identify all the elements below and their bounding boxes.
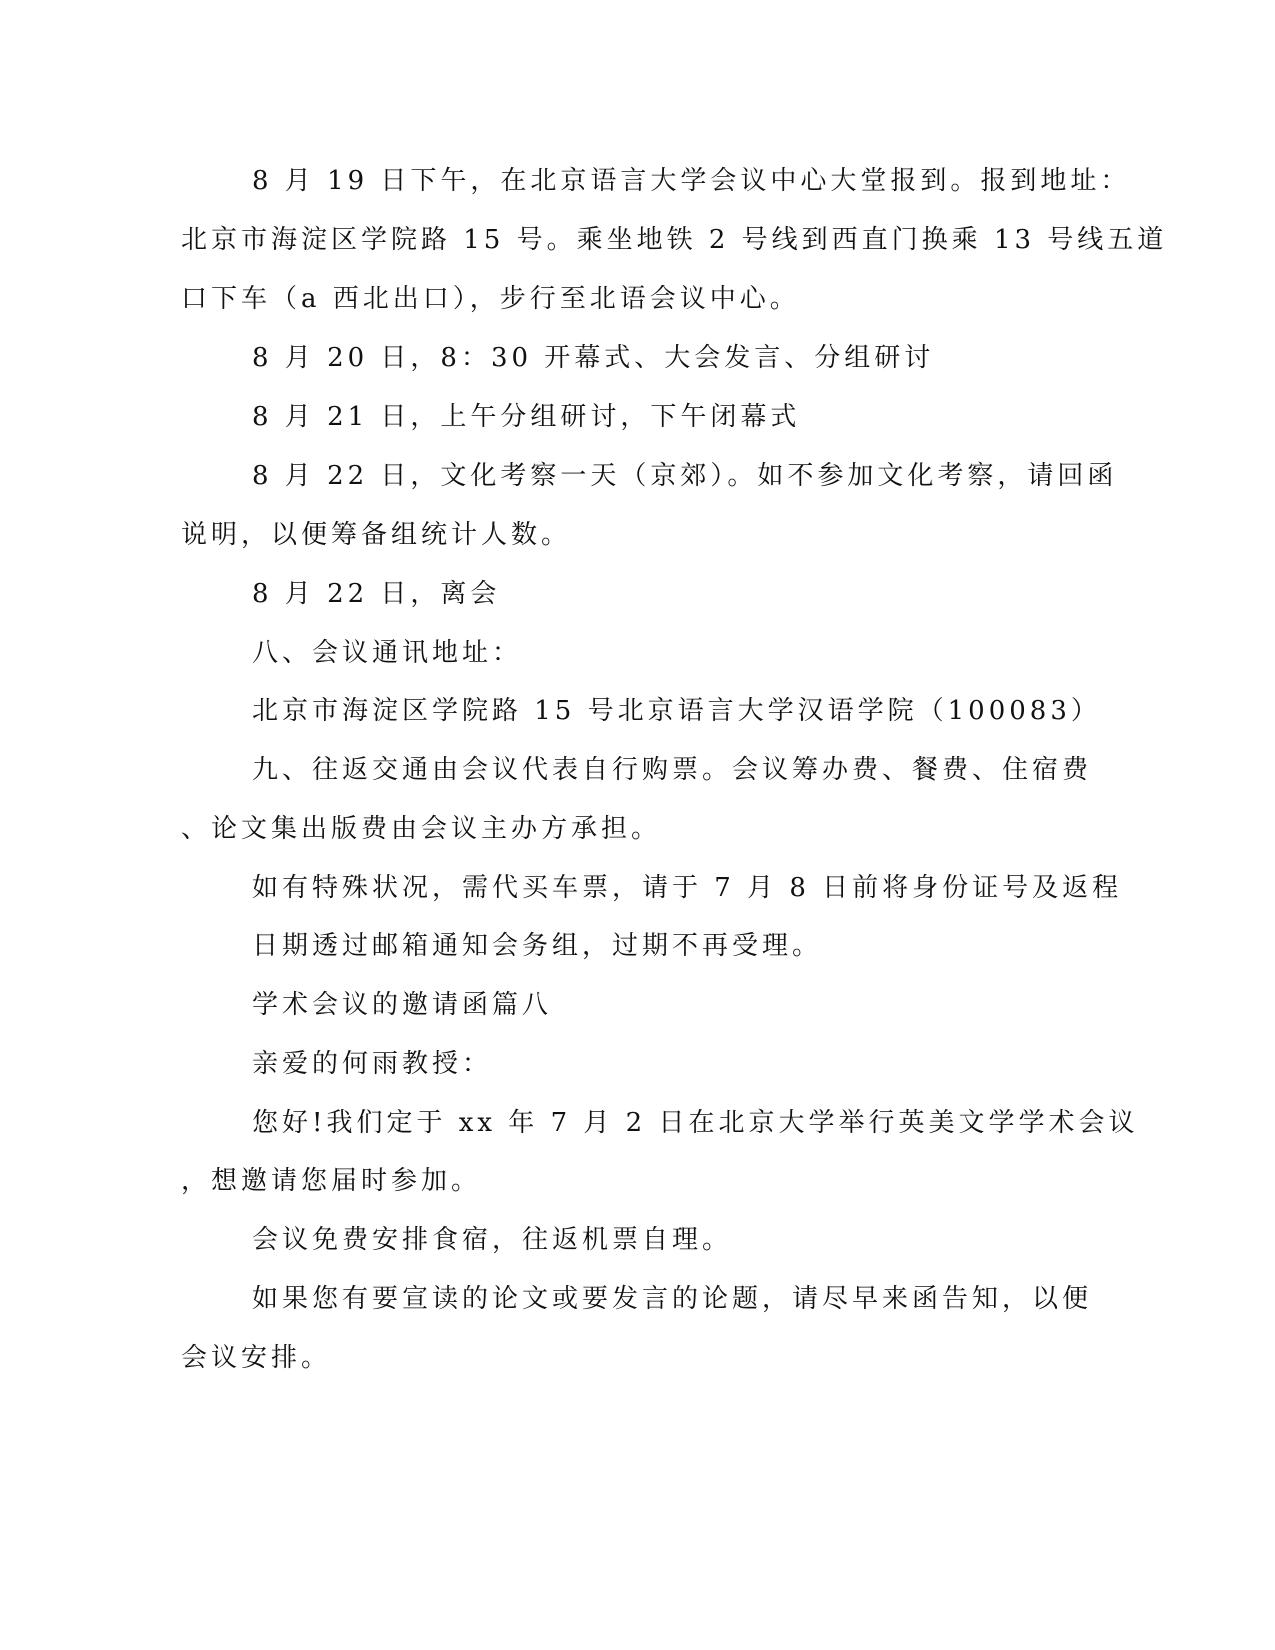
text-line: 8 月 19 日下午，在北京语言大学会议中心大堂报到。报到地址：	[252, 166, 1131, 196]
text-line: 您好!我们定于 xx 年 7 月 2 日在北京大学举行英美文学学术会议	[252, 1108, 1139, 1138]
text-line: 会议免费安排食宿，往返机票自理。	[252, 1225, 733, 1255]
salutation: 亲爱的何雨教授：	[252, 1049, 493, 1079]
section-title: 学术会议的邀请函篇八	[252, 990, 553, 1020]
section-heading: 九、往返交通由会议代表自行购票。会议筹办费、餐费、住宿费	[252, 755, 1093, 785]
text-line: 、论文集出版费由会议主办方承担。	[181, 814, 662, 844]
section-heading: 八、会议通讯地址：	[252, 638, 523, 668]
text-line: 会议安排。	[181, 1343, 332, 1373]
text-line: 如果您有要宣读的论文或要发言的论题，请尽早来函告知，以便	[252, 1284, 1093, 1314]
text-line: 如有特殊状况，需代买车票，请于 7 月 8 日前将身份证号及返程	[252, 873, 1123, 903]
text-line: 口下车（a 西北出口），步行至北语会议中心。	[181, 284, 800, 314]
text-line: ，想邀请您届时参加。	[181, 1166, 482, 1196]
text-line: 说明，以便筹备组统计人数。	[181, 520, 572, 550]
text-line: 北京市海淀区学院路 15 号。乘坐地铁 2 号线到西直门换乘 13 号线五道	[181, 225, 1168, 255]
text-line: 8 月 20 日，8：30 开幕式、大会发言、分组研讨	[252, 343, 935, 373]
text-line: 8 月 21 日，上午分组研讨，下午闭幕式	[252, 402, 801, 432]
text-line: 日期透过邮箱通知会务组，过期不再受理。	[252, 931, 823, 961]
text-line: 8 月 22 日，离会	[252, 579, 501, 609]
text-line: 8 月 22 日，文化考察一天（京郊）。如不参加文化考察，请回函	[252, 461, 1118, 491]
text-line: 北京市海淀区学院路 15 号北京语言大学汉语学院（100083）	[252, 696, 1101, 726]
